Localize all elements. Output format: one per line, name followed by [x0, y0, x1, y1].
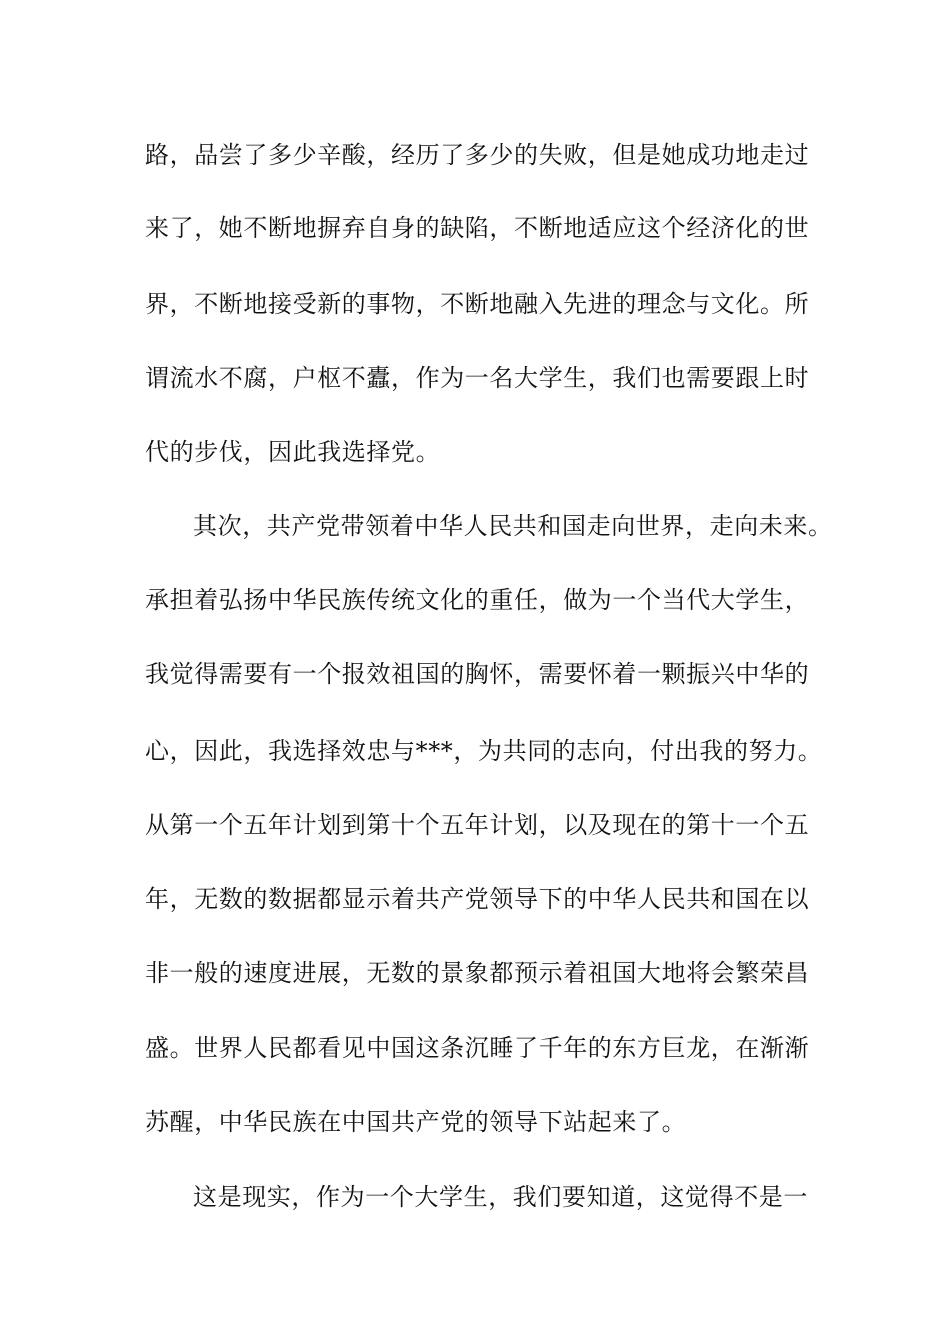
text-line: 年，无数的数据都显示着共产党领导下的中华人民共和国在以: [145, 885, 810, 913]
text-line: 盛。世界人民都看见中国这条沉睡了千年的东方巨龙，在渐渐: [145, 1034, 810, 1062]
text-line: 心，因此，我选择效忠与***，为共同的志向，付出我的努力。: [145, 737, 823, 765]
text-line: 代的步伐，因此我选择党。: [145, 438, 441, 466]
text-line: 我觉得需要有一个报效祖国的胸怀，需要怀着一颗振兴中华的: [145, 660, 810, 688]
text-line: 谓流水不腐，户枢不蠹，作为一名大学生，我们也需要跟上时: [145, 364, 810, 392]
text-line: 从第一个五年计划到第十个五年计划，以及现在的第十一个五: [145, 811, 810, 839]
paragraph-start-line: 其次，共产党带领着中华人民共和国走向世界，走向未来。: [193, 512, 833, 540]
text-line: 苏醒，中华民族在中国共产党的领导下站起来了。: [145, 1108, 687, 1136]
text-line: 界，不断地接受新的事物，不断地融入先进的理念与文化。所: [145, 290, 810, 318]
text-line: 承担着弘扬中华民族传统文化的重任，做为一个当代大学生，: [145, 586, 810, 614]
text-line: 路，品尝了多少辛酸，经历了多少的失败，但是她成功地走过: [145, 141, 810, 169]
text-line: 来了，她不断地摒弃自身的缺陷，不断地适应这个经济化的世: [145, 214, 810, 242]
text-line: 非一般的速度进展，无数的景象都预示着祖国大地将会繁荣昌: [145, 959, 810, 987]
paragraph-start-line: 这是现实，作为一个大学生，我们要知道，这觉得不是一: [193, 1183, 808, 1211]
